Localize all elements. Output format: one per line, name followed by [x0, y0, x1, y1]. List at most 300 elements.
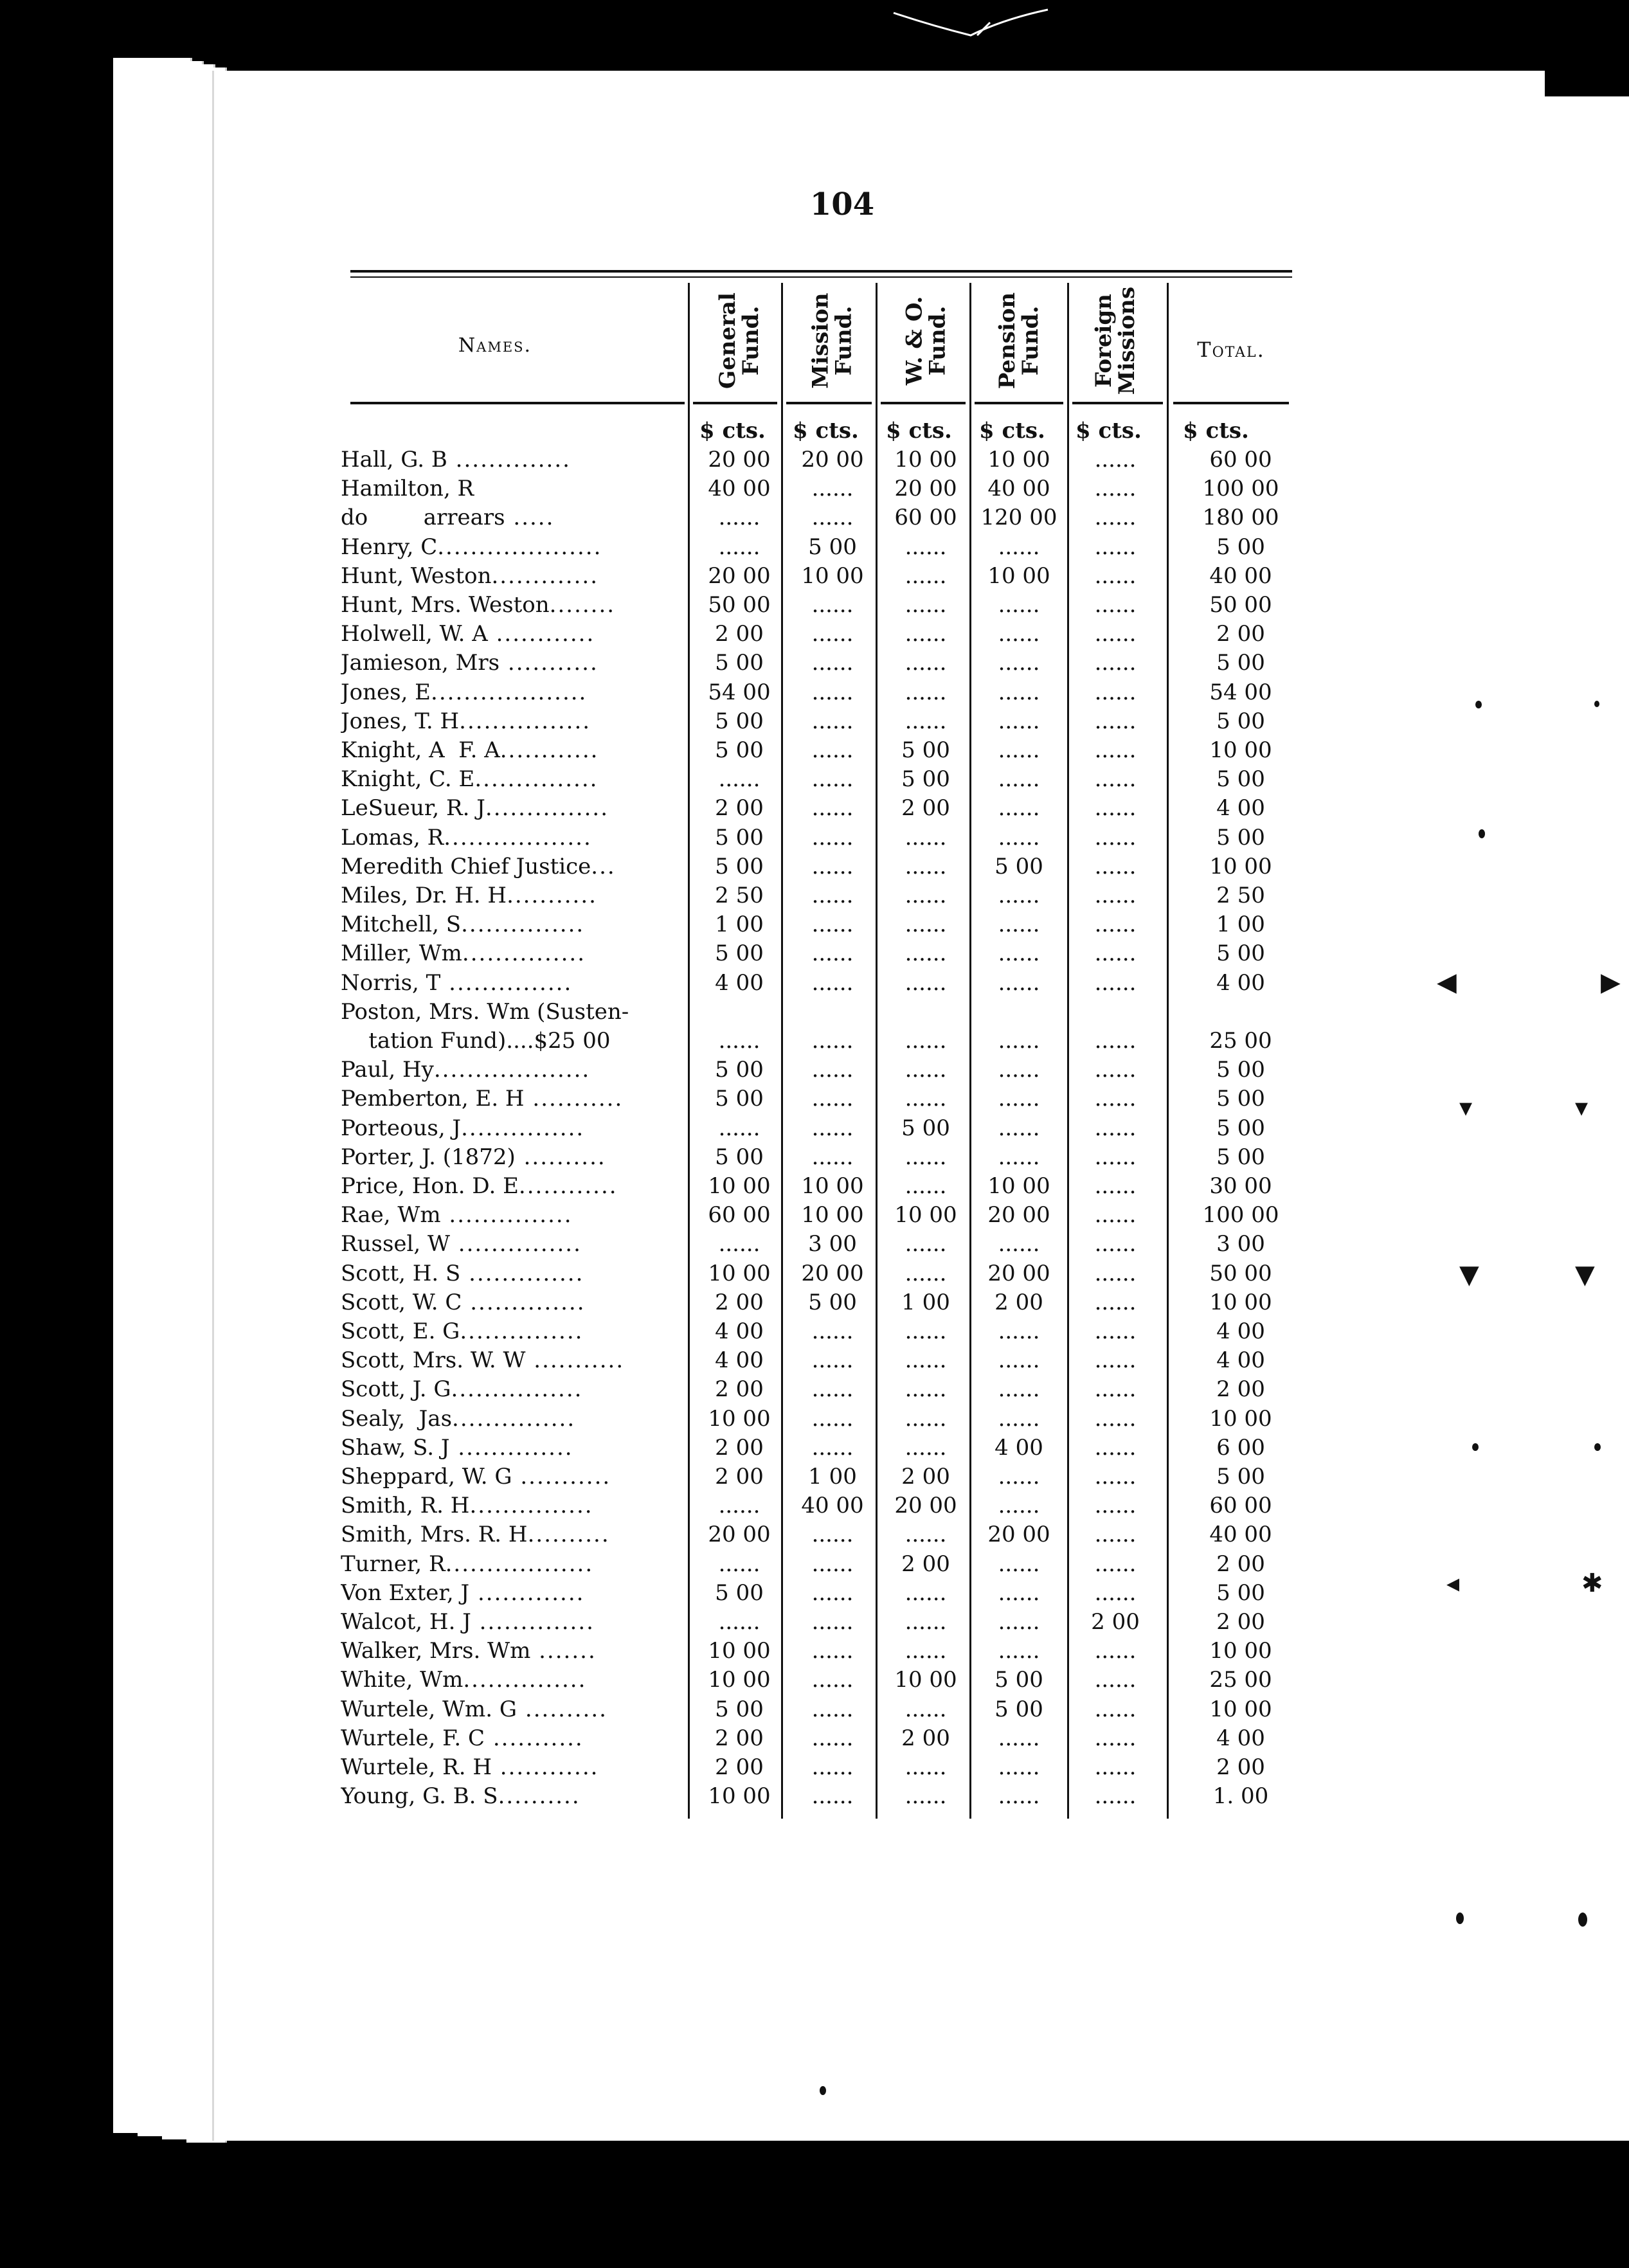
fund-amount: ...... [1094, 534, 1137, 560]
name-text: Holwell, W. A [341, 621, 488, 647]
fund-amount: 5 00 [715, 824, 764, 851]
fund-amount: ...... [905, 969, 947, 996]
fund-amount: ...... [905, 824, 947, 851]
table-row [341, 1261, 1292, 1290]
name-text: Meredith Chief Justice [341, 853, 591, 879]
fund-amount: ...... [811, 1696, 854, 1722]
fund-amount: 10 00 [987, 562, 1050, 589]
fund-amount: ...... [811, 1667, 854, 1693]
fund-amount: ...... [998, 1551, 1040, 1577]
fund-amount: 3 00 [808, 1231, 857, 1257]
row-total: 5 00 [1216, 766, 1265, 793]
row-total: 10 00 [1209, 1405, 1272, 1432]
fund-amount: ...... [905, 1231, 947, 1257]
contributor-name [341, 1464, 691, 1490]
row-total: 5 00 [1216, 824, 1265, 851]
fund-amount: ...... [998, 969, 1040, 996]
dot-leader: ................ [459, 708, 591, 734]
name-text: Rae, Wm [341, 1202, 441, 1228]
table-row [341, 1144, 1292, 1173]
table-row [341, 970, 1292, 999]
fund-amount: ...... [1094, 1754, 1137, 1780]
fund-amount: ...... [1094, 1144, 1137, 1170]
row-total: 25 00 [1209, 1028, 1272, 1054]
header-line: Fund. [1018, 305, 1043, 376]
row-total: 4 00 [1216, 1347, 1265, 1374]
name-text: Scott, J. G [341, 1376, 451, 1403]
fund-amount: 5 00 [995, 1667, 1043, 1693]
fund-amount: ...... [1094, 592, 1137, 618]
row-total: 25 00 [1209, 1667, 1272, 1693]
contributor-name [341, 1435, 691, 1461]
contributor-name [341, 854, 691, 879]
fund-amount: ...... [998, 1783, 1040, 1810]
fund-amount: ...... [1094, 1173, 1137, 1199]
fund-amount: ...... [1094, 708, 1137, 734]
fund-amount: 2 00 [715, 1289, 764, 1315]
header-line: Fund. [738, 305, 764, 376]
fund-amount: ...... [1094, 650, 1137, 676]
table-row [341, 1231, 1292, 1260]
fund-amount: ...... [905, 1783, 947, 1810]
fund-amount: ...... [998, 1144, 1040, 1170]
table-row [341, 534, 1292, 563]
row-total: 3 00 [1216, 1231, 1265, 1257]
fund-amount: ...... [811, 1551, 854, 1577]
row-total: 40 00 [1209, 562, 1272, 589]
scan-mark: ◂ [1446, 1569, 1460, 1598]
table-row [341, 795, 1292, 824]
dot-leader: ............... [485, 795, 609, 822]
row-total: 2 00 [1216, 1376, 1265, 1403]
fund-amount: ...... [1094, 1667, 1137, 1693]
name-text: Sealy, Jas [341, 1405, 453, 1432]
row-total: 30 00 [1209, 1173, 1272, 1199]
dot-leader: .............. [449, 1434, 573, 1461]
table-row [341, 1493, 1292, 1522]
dot-leader: .......... [517, 1696, 608, 1722]
table-row [341, 854, 1292, 883]
scan-mark: ▼ [1575, 1260, 1595, 1290]
dot-leader: ............ [500, 737, 599, 763]
name-text: Knight, C. E [341, 766, 475, 793]
fund-amount: ...... [1094, 766, 1137, 793]
fund-amount: 1 00 [808, 1464, 857, 1490]
table-row [341, 1086, 1292, 1115]
name-text: Scott, W. C [341, 1289, 462, 1315]
fund-amount: ...... [905, 1580, 947, 1606]
fund-amount: 2 00 [715, 1725, 764, 1751]
fund-amount: ...... [811, 621, 854, 647]
fund-amount: ...... [905, 621, 947, 647]
row-total: 5 00 [1216, 1086, 1265, 1112]
table-row [341, 1783, 1292, 1812]
fund-amount: ...... [811, 1754, 854, 1780]
dot-leader: ............... [440, 1202, 573, 1228]
fund-amount: 20 00 [894, 1493, 957, 1519]
contributor-name [341, 1318, 691, 1344]
row-total: 2 00 [1216, 621, 1265, 647]
fund-amount: ...... [811, 1057, 854, 1083]
row-total: 50 00 [1209, 592, 1272, 618]
fund-amount: 5 00 [808, 1289, 857, 1315]
scan-mark: ▾ [1459, 1093, 1473, 1122]
fund-amount: ...... [905, 534, 947, 560]
fund-amount: 10 00 [708, 1260, 771, 1286]
dot-leader: ..... [505, 505, 555, 531]
name-text: Miller, Wm [341, 941, 462, 967]
table-row [341, 1522, 1292, 1551]
fund-amount: ...... [811, 1376, 854, 1403]
fund-amount: ...... [811, 912, 854, 938]
fund-amount: ...... [905, 1173, 947, 1199]
fund-amount: ...... [811, 1434, 854, 1461]
fund-amount: 10 00 [801, 562, 864, 589]
fund-amount: ...... [811, 883, 854, 908]
table-row [341, 621, 1292, 650]
fund-amount: ...... [1094, 1580, 1137, 1606]
table-row [341, 1638, 1292, 1667]
fund-amount: 20 00 [708, 1522, 771, 1548]
fund-amount: ...... [1094, 1115, 1137, 1141]
name-text: Hall, G. B [341, 447, 447, 473]
fund-amount: 5 00 [715, 737, 764, 763]
fund-amount: 2 00 [901, 1551, 950, 1577]
fund-amount: ...... [905, 1318, 947, 1344]
fund-amount: ...... [1094, 1434, 1137, 1461]
fund-amount: 2 00 [995, 1289, 1043, 1315]
name-text: Hamilton, R [341, 476, 474, 502]
scan-speck [820, 2086, 826, 2095]
row-total: 10 00 [1209, 737, 1272, 763]
fund-amount: ...... [1094, 1202, 1137, 1228]
fund-amount: ...... [811, 1028, 854, 1054]
contributor-name [341, 970, 691, 996]
fund-amount: ...... [1094, 1405, 1137, 1432]
scan-speck [1475, 701, 1482, 708]
table-row [341, 1406, 1292, 1435]
fund-amount: ...... [1094, 1086, 1137, 1112]
dot-leader: ........... [512, 1464, 611, 1490]
contributor-name [341, 505, 691, 530]
fund-amount: ...... [1094, 1057, 1137, 1083]
fund-amount: 50 00 [708, 592, 771, 618]
scan-speck [1456, 1913, 1464, 1924]
fund-amount: ...... [1094, 1376, 1137, 1403]
fund-amount: ...... [718, 1551, 760, 1577]
fund-amount: 5 00 [995, 1696, 1043, 1722]
fund-amount: ...... [1094, 1696, 1137, 1722]
contributor-name [341, 592, 691, 618]
dot-leader: ............... [461, 1115, 585, 1141]
fund-amount: ...... [811, 650, 854, 676]
fund-amount: ...... [811, 853, 854, 879]
name-text: Norris, T [341, 969, 441, 996]
row-total: 5 00 [1216, 1057, 1265, 1083]
fund-amount: ...... [718, 534, 760, 560]
fund-column-header [980, 283, 1058, 399]
fund-amount: 5 00 [715, 1086, 764, 1112]
table-row [341, 941, 1292, 969]
header-underline [786, 402, 872, 404]
row-total: 5 00 [1216, 941, 1265, 967]
row-total: 100 00 [1202, 1202, 1279, 1228]
fund-amount: ...... [998, 883, 1040, 908]
fund-amount: 5 00 [715, 650, 764, 676]
fund-amount: ...... [905, 1405, 947, 1432]
fund-amount: ...... [998, 941, 1040, 967]
name-text: Porter, J. (1872) [341, 1144, 516, 1170]
fund-amount: ...... [811, 969, 854, 996]
contributor-name [341, 1144, 691, 1170]
fund-amount: ...... [1094, 883, 1137, 908]
contributor-name [341, 1697, 691, 1722]
name-text: Mitchell, S [341, 912, 462, 938]
fund-amount: 2 00 [715, 795, 764, 822]
fund-amount: ...... [811, 824, 854, 851]
table-row [341, 680, 1292, 708]
table-row [341, 708, 1292, 737]
dot-leader: .............. [447, 447, 571, 473]
contributor-name [341, 795, 691, 821]
table-row [341, 650, 1292, 679]
header-underline [881, 402, 966, 404]
fund-amount: ...... [811, 1783, 854, 1810]
row-total: 100 00 [1202, 476, 1279, 502]
dot-leader: .......... [498, 1783, 580, 1810]
fund-amount: ...... [1094, 941, 1137, 967]
fund-amount: 10 00 [987, 447, 1050, 473]
dot-leader: .................. [444, 824, 592, 851]
fund-amount: ...... [905, 1522, 947, 1548]
fund-amount: ...... [1094, 1347, 1137, 1374]
dot-leader: .................. [445, 1551, 594, 1577]
fund-amount: ...... [1094, 853, 1137, 879]
fund-amount: ...... [811, 1347, 854, 1374]
contributor-name [341, 766, 691, 792]
fund-amount: ...... [998, 1318, 1040, 1344]
contributor-name [341, 1376, 691, 1402]
fund-amount: 40 00 [801, 1493, 864, 1519]
contributor-name [341, 1754, 691, 1780]
table-row [341, 825, 1292, 854]
fund-amount: 20 00 [801, 447, 864, 473]
fund-amount: ...... [998, 1580, 1040, 1606]
fund-amount: 2 00 [715, 1434, 764, 1461]
row-total: 180 00 [1202, 505, 1279, 531]
header-line: General [715, 292, 741, 389]
total-column-header: Total. [1197, 338, 1265, 362]
dot-leader: ............. [469, 1580, 585, 1606]
table-row [341, 1028, 1292, 1057]
name-text: Smith, R. H [341, 1493, 470, 1519]
dot-leader: ............... [440, 969, 573, 996]
name-text: Walker, Mrs. Wm [341, 1638, 531, 1664]
fund-amount: ...... [998, 824, 1040, 851]
dot-leader: ........ [549, 592, 616, 618]
table-row [341, 999, 1292, 1028]
fund-amount: ...... [1094, 621, 1137, 647]
fund-amount: ...... [905, 1434, 947, 1461]
name-text: Scott, H. S [341, 1260, 461, 1286]
fund-amount: ...... [1094, 1464, 1137, 1490]
fund-amount: ...... [811, 708, 854, 734]
fund-amount: 4 00 [715, 1347, 764, 1374]
fund-amount: 10 00 [801, 1202, 864, 1228]
name-text: White, Wm [341, 1667, 464, 1693]
fund-amount: ...... [1094, 1318, 1137, 1344]
table-row [341, 1609, 1292, 1638]
fund-amount: ...... [1094, 912, 1137, 938]
name-text: Sheppard, W. G [341, 1464, 512, 1490]
row-total: 60 00 [1209, 447, 1272, 473]
row-total: 4 00 [1216, 1725, 1265, 1751]
fund-amount: ...... [811, 1405, 854, 1432]
table-row [341, 1173, 1292, 1202]
fund-amount: ...... [905, 1086, 947, 1112]
table-row [341, 766, 1292, 795]
fund-amount: ...... [811, 737, 854, 763]
fund-amount: ...... [998, 1725, 1040, 1751]
table-row [341, 1057, 1292, 1086]
row-total: 10 00 [1209, 1638, 1272, 1664]
dot-leader: ................... [431, 679, 588, 705]
row-total: 5 00 [1216, 1115, 1265, 1141]
fund-amount: ...... [1094, 447, 1137, 473]
header-line: Pension [995, 292, 1020, 390]
name-text: Hunt, Weston [341, 562, 492, 589]
fund-amount: ...... [905, 592, 947, 618]
contributor-name [341, 650, 691, 676]
dot-leader: ........... [485, 1725, 584, 1751]
dot-leader: .......... [515, 1144, 606, 1170]
contributor-name [341, 1493, 691, 1518]
name-text: Jones, E [341, 679, 431, 705]
fund-amount: 5 00 [715, 708, 764, 734]
header-rule [350, 270, 1292, 273]
row-total: 4 00 [1216, 1318, 1265, 1344]
fund-amount: ...... [998, 534, 1040, 560]
contributor-name [341, 1086, 691, 1112]
row-total: 2 00 [1216, 1551, 1265, 1577]
header-rule-thin [350, 276, 1292, 278]
fund-amount: 2 00 [901, 1464, 950, 1490]
fund-amount: 20 00 [708, 447, 771, 473]
fund-amount: ...... [998, 1347, 1040, 1374]
fund-amount: ...... [998, 1115, 1040, 1141]
table-row [341, 1115, 1292, 1144]
fund-amount: ...... [1094, 1522, 1137, 1548]
row-total: 2 00 [1216, 1609, 1265, 1635]
name-text: Lomas, R [341, 824, 444, 851]
name-text: Hunt, Mrs. Weston [341, 592, 550, 618]
fund-amount: ...... [811, 505, 854, 531]
contributor-name [341, 1522, 691, 1547]
header-underline [1072, 402, 1163, 404]
unit-label: $ cts. [886, 418, 952, 444]
header-line: W. & O. [901, 296, 927, 386]
name-text: Pemberton, E. H [341, 1086, 525, 1112]
fund-amount: 10 00 [801, 1173, 864, 1199]
fund-amount: ...... [998, 1493, 1040, 1519]
row-total: 2 50 [1216, 883, 1265, 908]
table-row [341, 883, 1292, 912]
fund-amount: 5 00 [901, 737, 950, 763]
fund-amount: ...... [905, 1144, 947, 1170]
fund-amount: ...... [811, 1725, 854, 1751]
dot-leader: .............. [471, 1609, 595, 1635]
dot-leader: ....... [530, 1638, 597, 1664]
fund-amount: 2 00 [715, 1464, 764, 1490]
name-text: Wurtele, R. H [341, 1754, 492, 1780]
name-text: Young, G. B. S [341, 1783, 498, 1810]
fund-amount: 54 00 [708, 679, 771, 705]
contributor-name [341, 534, 691, 560]
name-text: Jamieson, Mrs [341, 650, 500, 676]
contributor-name [341, 1783, 691, 1809]
fund-amount: ...... [1094, 795, 1137, 822]
header-underline [975, 402, 1063, 404]
fund-column-header [1077, 283, 1154, 399]
contributor-name [341, 1028, 691, 1054]
name-text: Henry, C [341, 534, 438, 560]
dot-leader: ............ [518, 1173, 618, 1199]
header-line: Fund. [831, 305, 857, 376]
fund-amount: ...... [1094, 679, 1137, 705]
contributor-name [341, 1347, 691, 1373]
fund-amount: 10 00 [708, 1638, 771, 1664]
contributor-name [341, 883, 691, 908]
fund-amount: ...... [905, 883, 947, 908]
contributor-name [341, 1261, 691, 1286]
fund-amount: 1 00 [715, 912, 764, 938]
fund-amount: ...... [1094, 824, 1137, 851]
fund-amount: ...... [905, 679, 947, 705]
fund-amount: ...... [1094, 1260, 1137, 1286]
name-text: Paul, Hy [341, 1057, 434, 1083]
dot-leader: .................... [437, 534, 602, 560]
table-row [341, 447, 1292, 476]
fund-amount: ...... [1094, 969, 1137, 996]
fund-amount: 60 00 [894, 505, 957, 531]
fund-amount: ...... [811, 1580, 854, 1606]
unit-label: $ cts. [1183, 418, 1249, 444]
fund-amount: 5 00 [808, 534, 857, 560]
unit-label: $ cts. [793, 418, 859, 444]
fund-amount: ...... [1094, 505, 1137, 531]
fund-amount: 10 00 [708, 1173, 771, 1199]
fund-amount: 20 00 [801, 1260, 864, 1286]
name-text: Wurtele, Wm. G [341, 1696, 518, 1722]
dot-leader: ........... [524, 1086, 624, 1112]
fund-amount: 10 00 [894, 447, 957, 473]
row-total: 5 00 [1216, 1464, 1265, 1490]
table-row [341, 912, 1292, 941]
fund-amount: ...... [998, 1057, 1040, 1083]
dot-leader: ................ [451, 1376, 583, 1403]
name-text: Jones, T. H [341, 708, 460, 734]
table-row [341, 592, 1292, 621]
name-text: Turner, R [341, 1551, 446, 1577]
fund-amount: 5 00 [715, 1144, 764, 1170]
fund-amount: ...... [998, 621, 1040, 647]
row-total: 6 00 [1216, 1434, 1265, 1461]
dot-leader: ........... [500, 650, 598, 676]
fund-amount: ...... [811, 1086, 854, 1112]
scan-mark: ◀ [1437, 968, 1457, 997]
scan-mark: ✱ [1581, 1569, 1603, 1598]
fund-amount: ...... [998, 650, 1040, 676]
